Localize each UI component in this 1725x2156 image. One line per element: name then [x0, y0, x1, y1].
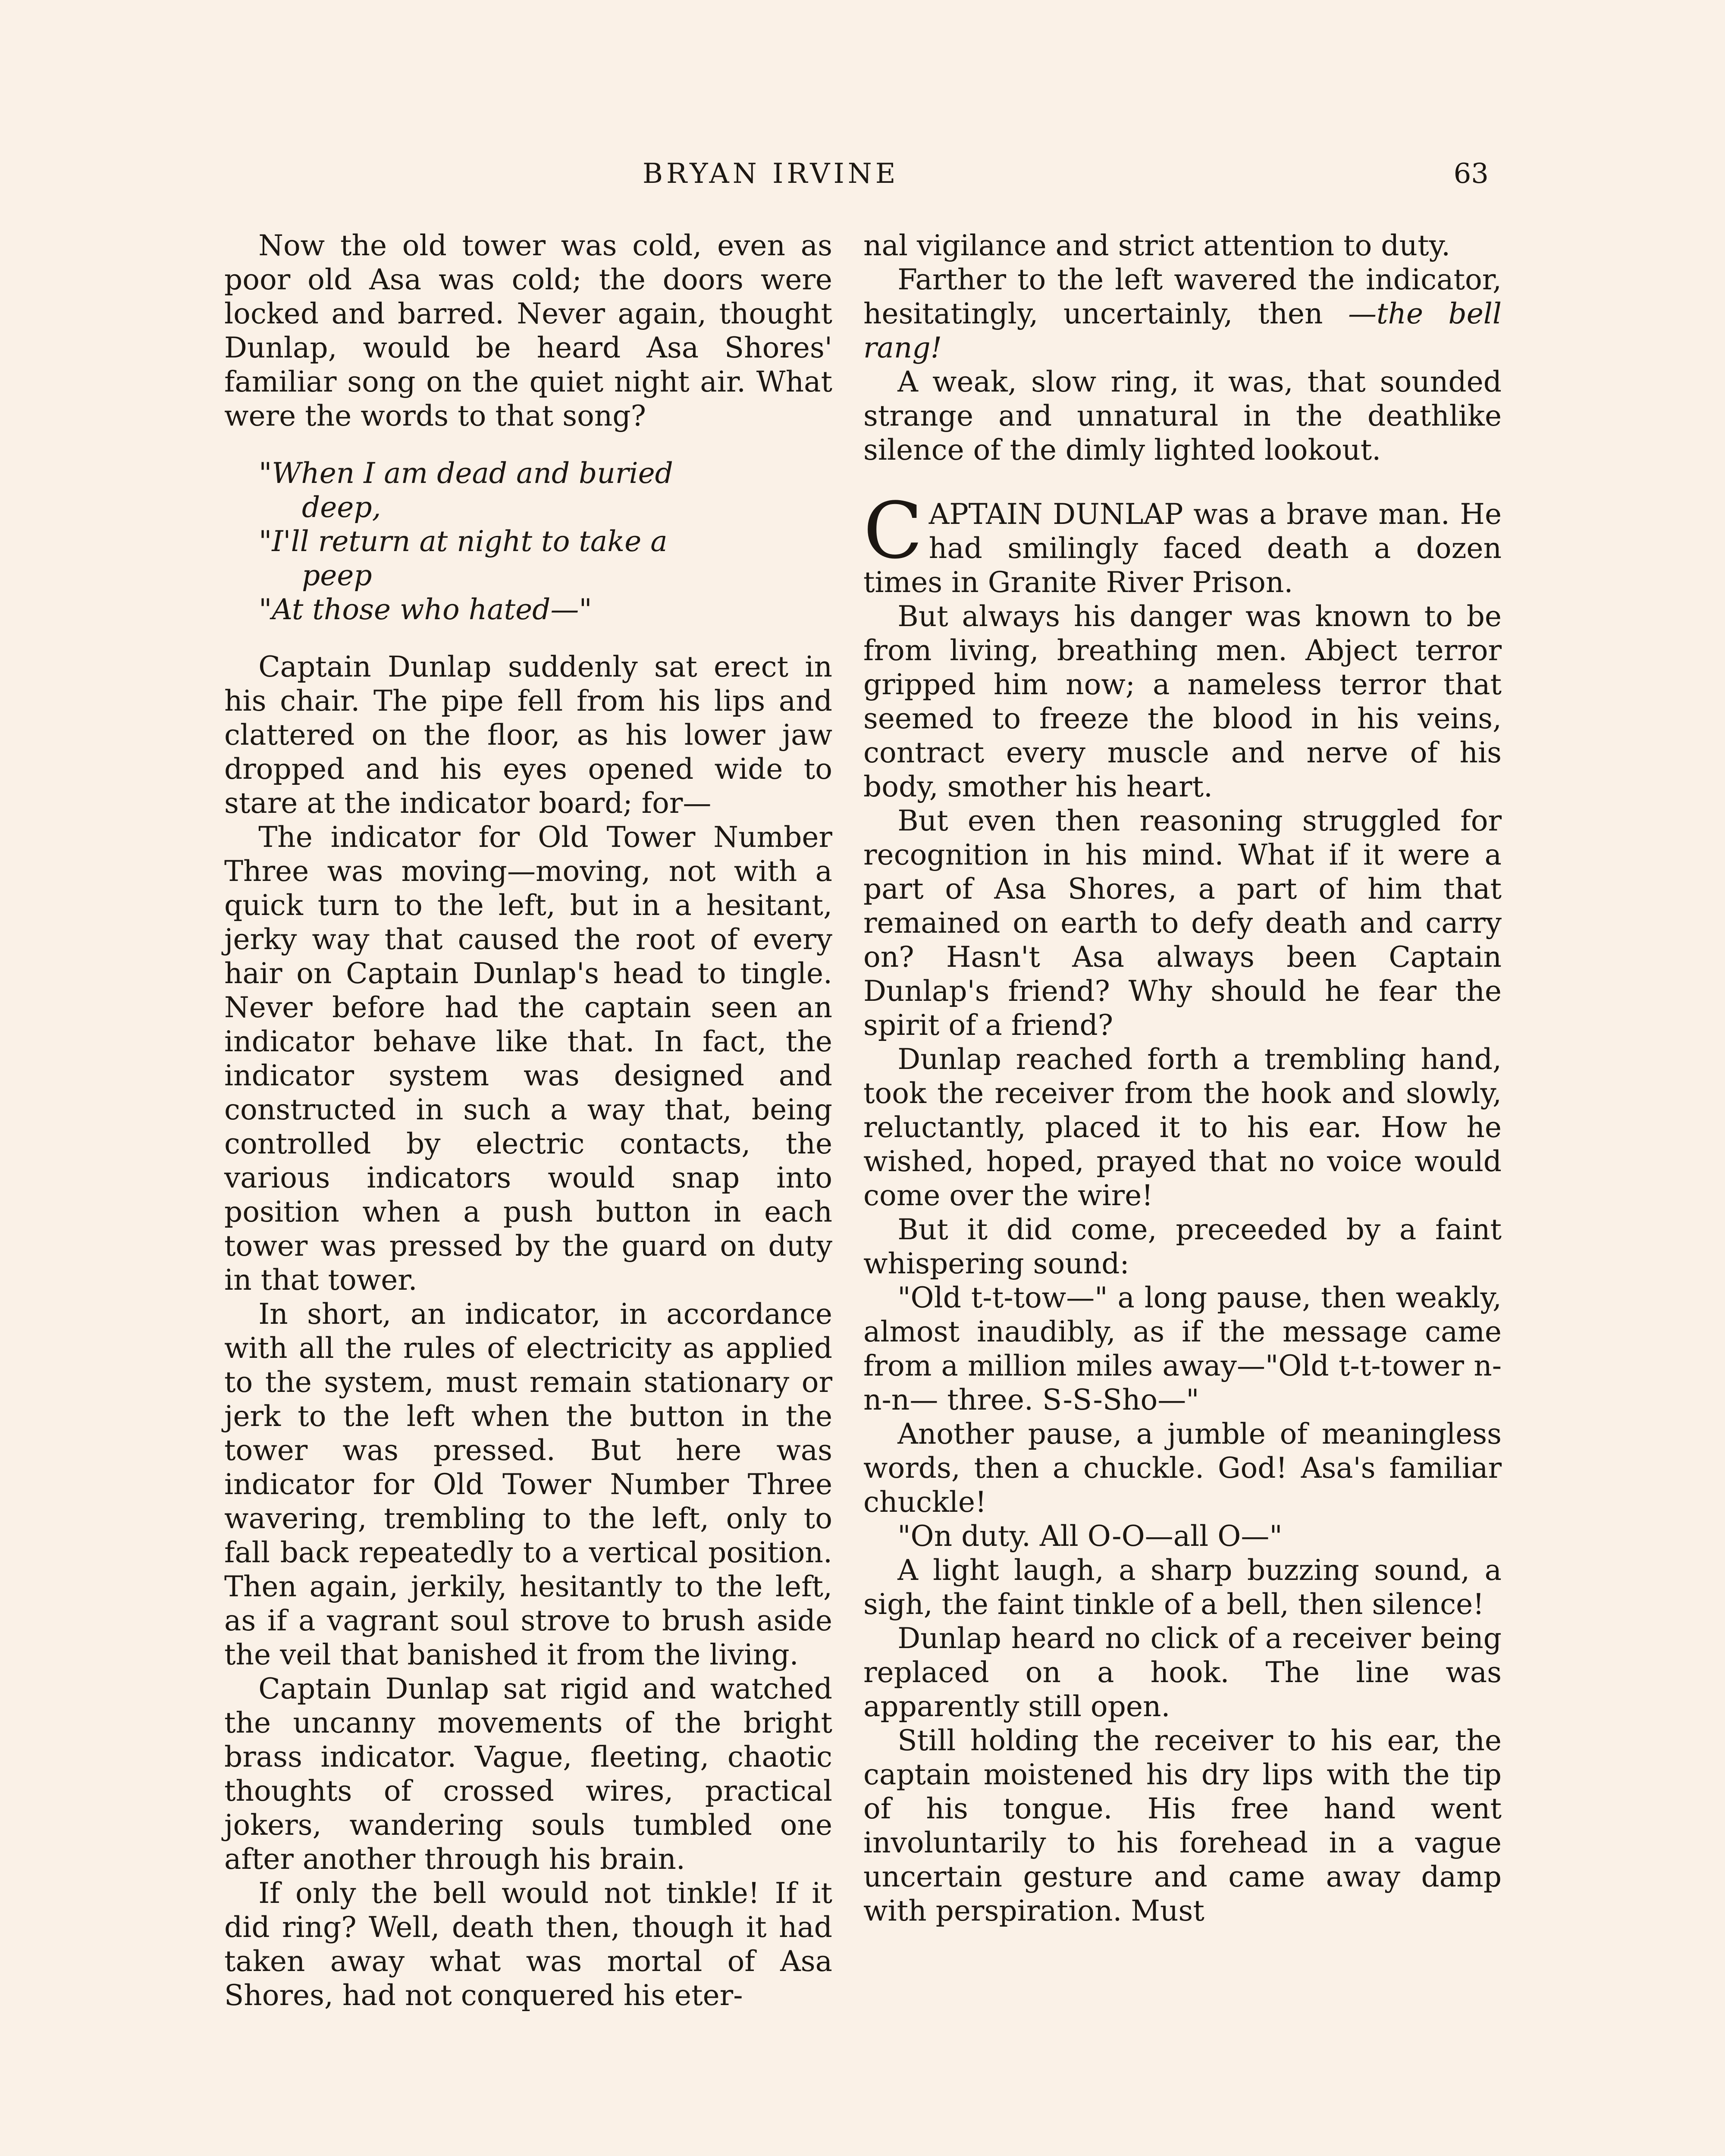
- paragraph: But always his danger was known to be from living, breathing men. Abject terror gripped him now; a nameless terror that seemed to freeze the blood in his veins, contract every muscle and nerve of his body, smother his heart.: [863, 600, 1502, 803]
- paragraph: Another pause, a jumble of meaningless words, then a chuckle. God! Asa's familiar chuckle!: [863, 1417, 1502, 1519]
- paragraph: Captain Dunlap suddenly sat erect in his chair. The pipe fell from his lips and clattered on the floor, as his lower jaw dropped and his eyes opened wide to stare at the indicator board; for—: [224, 650, 832, 820]
- running-title: BRYAN IRVINE: [643, 158, 899, 190]
- paragraph: A weak, slow ring, it was, that sounded strange and unnatural in the deathlike silence of the dimly lighted lookout.: [863, 365, 1502, 467]
- paragraph: But it did come, preceeded by a faint whispering sound:: [863, 1213, 1502, 1280]
- verse-line: deep,: [302, 491, 381, 524]
- drop-cap: C: [863, 486, 923, 576]
- paragraph: In short, an indicator, in accordance with all the rules of electricity as applied to the system, must remain stationary or jerk to the left when the button in the tower was pressed. But here was indicator for Old Tower Number Three wavering, trembling to the left, only to fall back repeatedly to a vertical position. Then again, jerkily, hesitantly to the left, as if a vagrant soul strove to brush aside the veil that banished it from the living.: [224, 1297, 832, 1671]
- paragraph: If only the bell would not tinkle! If it did ring? Well, death then, though it had taken away what was mortal of Asa Shores, had not conquered his eter-: [224, 1877, 832, 2012]
- page-number: 63: [1453, 158, 1489, 190]
- paragraph: But even then reasoning struggled for recognition in his mind. What if it were a part of Asa Shores, a part of him that remained on earth to defy death and carry on? Hasn't Asa always been Captain Dunlap's friend? Why should he fear the spirit of a friend?: [863, 804, 1502, 1042]
- verse-line: "When I am dead and buried: [259, 457, 673, 490]
- paragraph: A light laugh, a sharp buzzing sound, a sigh, the faint tinkle of a bell, then silence!: [863, 1554, 1502, 1621]
- paragraph: Dunlap reached forth a trembling hand, took the receiver from the hook and slowly, reluctantly, placed it to his ear. How he wished, hoped, prayed that no voice would come over the wire!: [863, 1043, 1502, 1212]
- section-break: [863, 467, 1502, 497]
- verse-line: "I'll return at night to take a: [259, 525, 668, 558]
- paragraph: The indicator for Old Tower Number Three was moving—moving, not with a quick turn to the left, but in a hesitant, jerky way that caused the root of every hair on Captain Dunlap's head to tingle. Never before had the captain seen an indicator behave like that. In fact, the indicator system was designed and constructed in such a way that, being controlled by electric contacts, the various indicators would snap into position when a push button in each tower was pressed by the guard on duty in that tower.: [224, 821, 832, 1297]
- right-column: [863, 229, 1502, 1928]
- verse-line: peep: [302, 559, 372, 592]
- emphasis-text: —the bell rang!: [863, 297, 1502, 364]
- paragraph-text: was a brave man. He had smilingly faced death a dozen times in Granite River Prison.: [863, 498, 1502, 599]
- paragraph: "Old t-t-tow—" a long pause, then weakly, almost inaudibly, as if the message came from a million miles away—"Old t-t-tower n-n-n— three. S-S-Sho—": [863, 1281, 1502, 1416]
- section-opening-paragraph: [863, 486, 1502, 599]
- paragraph: Captain Dunlap sat rigid and watched the uncanny movements of the bright brass indicator. Vague, fleeting, chaotic thoughts of crossed wires, practical jokers, wandering souls tumbled one after another through his brain.: [224, 1672, 832, 1876]
- paragraph: nal vigilance and strict attention to duty.: [863, 229, 1451, 262]
- left-column: [224, 229, 832, 2012]
- paragraph: Still holding the receiver to his ear, the captain moistened his dry lips with the tip of his tongue. His free hand went involuntarily to his forehead in a vague uncertain gesture and came away damp with perspiration. Must: [863, 1724, 1502, 1927]
- running-head: [0, 150, 1725, 197]
- small-caps-lead: APTAIN DUNLAP: [928, 498, 1183, 531]
- paragraph: [863, 263, 1502, 365]
- paragraph: Dunlap heard no click of a receiver being replaced on a hook. The line was apparently still open.: [863, 1622, 1502, 1723]
- verse-line: "At those who hated—": [259, 593, 592, 626]
- paragraph-text: Farther to the left wavered the indicator, hesitatingly, uncertainly, then: [863, 263, 1502, 330]
- paragraph: "On duty. All O-O—all O—": [897, 1520, 1283, 1553]
- verse-block: [224, 456, 832, 627]
- paragraph: Now the old tower was cold, even as poor old Asa was cold; the doors were locked and barred. Never again, thought Dunlap, would be heard Asa Shores' familiar song on the quiet night air. What were the words to that song?: [224, 229, 832, 432]
